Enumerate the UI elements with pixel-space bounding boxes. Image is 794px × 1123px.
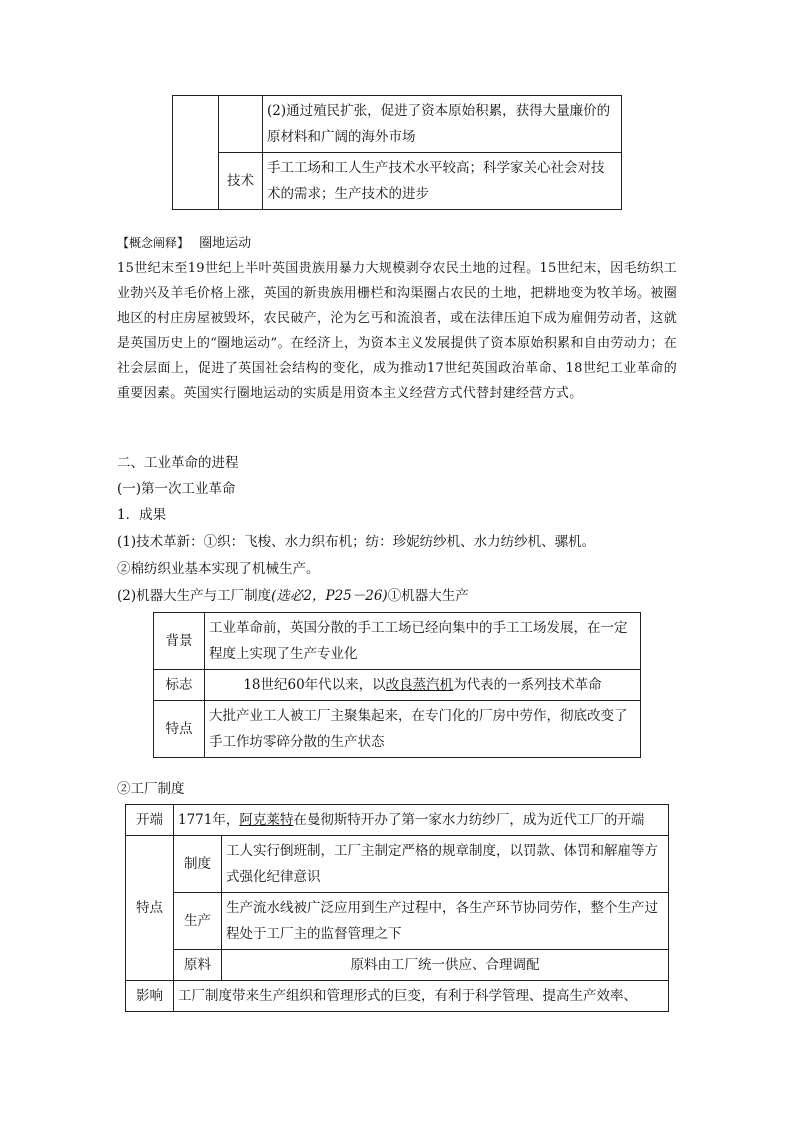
production-label: 生产 [174, 893, 222, 950]
machine-production-table [153, 612, 641, 758]
item-heading: 1．成果 [117, 507, 167, 523]
factory-system-table [125, 804, 669, 1012]
concept-topic: 圈地运动 [199, 236, 252, 251]
concept-title [117, 232, 251, 251]
system-label: 制度 [174, 836, 222, 893]
production-text: 生产流水线被广泛应用到生产过程中，各生产环节协同劳作，整个生产过程处于工厂主的监督管理之下 [222, 893, 669, 950]
machine-line-a: (2)机器大生产与工厂制度 [117, 588, 272, 604]
background-text: 工业革命前，英国分散的手工工场已经向集中的手工工场发展，在一定程度上实现了生产专业化 [205, 613, 641, 670]
tech-line: (1)技术革新：①织：飞梭、水力织布机；纺：珍妮纺纱机、水力纺纱机、骡机。 [117, 534, 596, 550]
section-heading: 二、工业革命的进程 [117, 455, 239, 471]
material-text: 原料由工厂统一供应、合理调配 [222, 950, 669, 981]
symbol-label: 标志 [154, 670, 205, 701]
background-table [172, 95, 622, 210]
material-label: 原料 [174, 950, 222, 981]
factory-heading: ②工厂制度 [117, 781, 185, 797]
system-text: 工人实行倒班制，工厂主制定严格的规章制度，以罚款、体罚和解雇等方式强化纪律意识 [222, 836, 669, 893]
symbol-text: 18世纪60年代以来，以改良蒸汽机为代表的一系列技术革命 [205, 670, 641, 701]
feature-label: 特点 [154, 701, 205, 758]
steam-engine-underline: 改良蒸汽机 [385, 677, 454, 693]
colonial-expansion-cell: (2)通过殖民扩张，促进了资本原始积累，获得大量廉价的原材料和广阔的海外市场 [263, 96, 622, 153]
cotton-line: ②棉纺织业基本实现了机械生产。 [117, 561, 320, 577]
blank-cell [219, 96, 263, 153]
machine-line [117, 584, 469, 604]
impact-label: 影响 [126, 981, 174, 1012]
start-text: 1771年，阿克莱特在曼彻斯特开办了第一家水力纺纱厂，成为近代工厂的开端 [174, 805, 669, 836]
concept-bracket: 【概念阐释】 [117, 236, 190, 250]
feature-text: 大批产业工人被工厂主聚集起来，在专门化的厂房中劳作，彻底改变了手工作坊零碎分散的生产状态 [205, 701, 641, 758]
tech-text: 手工工场和工人生产技术水平较高；科学家关心社会对技术的需求；生产技术的进步 [263, 153, 622, 210]
start-label: 开端 [126, 805, 174, 836]
blank-cell [173, 96, 219, 210]
impact-text: 工厂制度带来生产组织和管理形式的巨变，有利于科学管理、提高生产效率、 [174, 981, 669, 1012]
tech-label: 技术 [219, 153, 263, 210]
machine-line-b: ①机器大生产 [387, 588, 469, 604]
concept-body: 15世纪末至19世纪上半叶英国贵族用暴力大规模剥夺农民土地的过程。15世纪末，因毛纺织工业勃兴及羊毛价格上涨，英国的新贵族用栅栏和沟渠圈占农民的土地，把耕地变为牧羊场。被圈地区的村庄房屋被毁坏，农民破产，沦为乞丐和流浪者，或在法律压迫下成为雇佣劳动者，这就是英国历史上的“圈地运动”。在经济上，为资本主义发展提供了资本原始积累和自由劳动力；在社会层面上，促进了英国社会结构的变化，成为推动17世纪英国政治革命、18世纪工业革命的重要因素。英国实行圈地运动的实质是用资本主义经营方式代替封建经营方式。 [117, 261, 677, 401]
arkwright-underline: 阿克莱特 [239, 812, 294, 828]
background-label: 背景 [154, 613, 205, 670]
features-label: 特点 [126, 836, 174, 981]
subsection-heading: (一)第一次工业革命 [117, 481, 236, 497]
machine-line-ref: (选必2，P25－26) [271, 588, 388, 604]
